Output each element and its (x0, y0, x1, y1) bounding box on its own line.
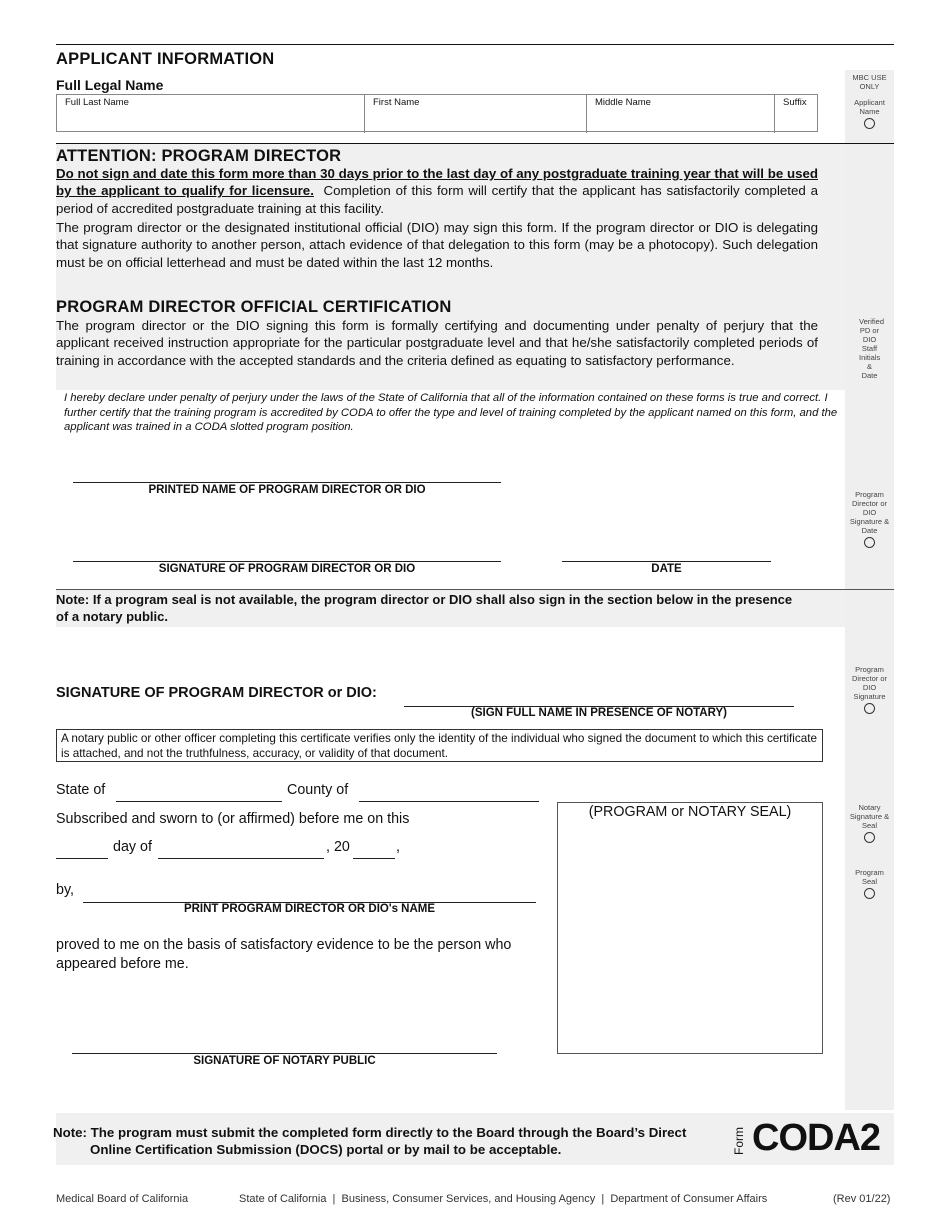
footer-center: State of California | Business, Consumer Services, and Housing Agency | Department of Consumer Affairs (239, 1193, 768, 1205)
middle-name-field[interactable]: Middle Name (587, 95, 775, 133)
notary-signature-line[interactable] (72, 1053, 497, 1054)
top-rule (56, 44, 894, 45)
sidebar-pd-signature: Program Director or DIO Signature (845, 665, 894, 716)
notary-disclaimer-box (56, 729, 823, 762)
form-word: Form (732, 1127, 746, 1155)
notary-signature-check-circle[interactable] (864, 832, 875, 843)
day-of-label: day of (113, 839, 152, 855)
suffix-field[interactable]: Suffix (783, 97, 807, 108)
printed-name-line[interactable] (73, 482, 501, 483)
submit-note: Note: The program must submit the completed form directly to the Board through the Board’s Direct Online Certification Submission (DOCS) portal or by mail to be acceptable. (53, 1125, 687, 1157)
sidebar-applicant-name: Applicant Name (845, 98, 894, 131)
pd-signature-line[interactable] (73, 561, 501, 562)
seal-box[interactable] (557, 802, 823, 1054)
sidebar-program-seal: Program Seal (845, 868, 894, 901)
applicant-heading: APPLICANT INFORMATION (56, 50, 275, 68)
subscribed-text: Subscribed and sworn to (or affirmed) before me on this (56, 811, 410, 827)
month-line[interactable] (158, 858, 324, 859)
mbc-use-sidebar (845, 70, 894, 1110)
print-name-caption: PRINT PROGRAM DIRECTOR OR DIO's NAME (183, 903, 436, 915)
form-id: CODA2 (752, 1117, 881, 1159)
section-rule (56, 143, 894, 144)
county-of-label: County of (287, 782, 349, 798)
sidebar-pd-signature-date: Program Director or DIO Signature & Date (845, 490, 894, 550)
pd-signature-check-circle[interactable] (864, 703, 875, 714)
day-line[interactable] (56, 858, 108, 859)
attention-paragraph-2: The program director or the designated institutional official (DIO) may sign this form. If the program director or DIO is delegating that signature authority to another person, attach evidence of that delegation to this form (may be a photocopy). Such delegation must be on official letterhead and must be dated within the last 12 months. (56, 220, 818, 270)
full-legal-name-table (56, 94, 818, 132)
date-caption: DATE (651, 563, 682, 575)
footer-right: (Rev 01/22) (833, 1193, 891, 1205)
year-prefix-label: , 20 (326, 839, 350, 855)
footer-left: Medical Board of California (56, 1193, 189, 1205)
attention-warning: Do not sign and date this form more than 30 days prior to the last day of any postgraduate training year that will be used by the applicant to qualify for licensure. (56, 166, 818, 199)
applicant-name-check-circle[interactable] (864, 118, 875, 129)
pd-signature-date-check-circle[interactable] (864, 537, 875, 548)
notary-signature-heading: SIGNATURE OF PROGRAM DIRECTOR or DIO: (56, 685, 377, 701)
date-comma: , (396, 839, 400, 855)
sidebar-notary-signature: Notary Signature & Seal (845, 803, 894, 845)
state-line[interactable] (116, 801, 282, 802)
date-line[interactable] (562, 561, 771, 562)
declaration-text: I hereby declare under penalty of perjury under the laws of the State of California that all of the information contained on these forms is true and correct. I further certify that the training program is accredited by CODA to offer the type and level of training completed by the applicant named on this form, and the applicant was trained in a CODA slotted program position. (64, 392, 838, 433)
seal-box-label: (PROGRAM or NOTARY SEAL) (588, 804, 792, 820)
certification-heading: PROGRAM DIRECTOR OFFICIAL CERTIFICATION (56, 298, 452, 316)
seal-note: Note: If a program seal is not available, the program director or DIO shall also sign in the section below in the presence of a notary public. (56, 592, 793, 624)
attention-text-1: Completion of this form will certify that the applicant has satisfactorily completed a period of accredited postgraduate training at this facility. (56, 183, 818, 216)
by-label: by, (56, 882, 75, 898)
sign-full-name-caption: (SIGN FULL NAME IN PRESENCE OF NOTARY) (471, 707, 727, 719)
notary-signature-caption: SIGNATURE OF NOTARY PUBLIC (193, 1055, 376, 1067)
certification-paragraph: The program director or the DIO signing this form is formally certifying and documenting under penalty of perjury that the applicant received instruction appropriate for the particular postgraduate level and that he/she satisfactorily completed periods of training in accordance with the accepted standards and the criteria defined as equating to satisfactory performance. (56, 318, 818, 368)
notary-disclaimer-text: A notary public or other officer completing this certificate verifies only the identity of the individual who signed the document to which this certificate is attached, and not the truthfulness, accuracy, or validity of that document. (61, 732, 817, 760)
state-of-label: State of (56, 782, 106, 798)
county-line[interactable] (359, 801, 539, 802)
attention-heading: ATTENTION: PROGRAM DIRECTOR (56, 147, 342, 165)
proved-text: proved to me on the basis of satisfactory evidence to be the person who appeared before me. (56, 937, 512, 972)
program-seal-check-circle[interactable] (864, 888, 875, 899)
first-name-field[interactable]: First Name (365, 95, 587, 133)
seal-note-rule (56, 589, 894, 590)
printed-name-caption: PRINTED NAME OF PROGRAM DIRECTOR OR DIO (148, 484, 426, 496)
year-line[interactable] (353, 858, 395, 859)
sidebar-verified-initials: Verified PD or DIO Staff Initials & Date (859, 317, 885, 380)
pd-signature-caption: SIGNATURE OF PROGRAM DIRECTOR OR DIO (158, 563, 416, 575)
mbc-use-only-label: MBC USE ONLY (852, 73, 887, 91)
last-name-field[interactable]: Full Last Name (57, 95, 365, 133)
attention-paragraph-1 (56, 165, 818, 217)
full-legal-name-label: Full Legal Name (56, 77, 164, 93)
